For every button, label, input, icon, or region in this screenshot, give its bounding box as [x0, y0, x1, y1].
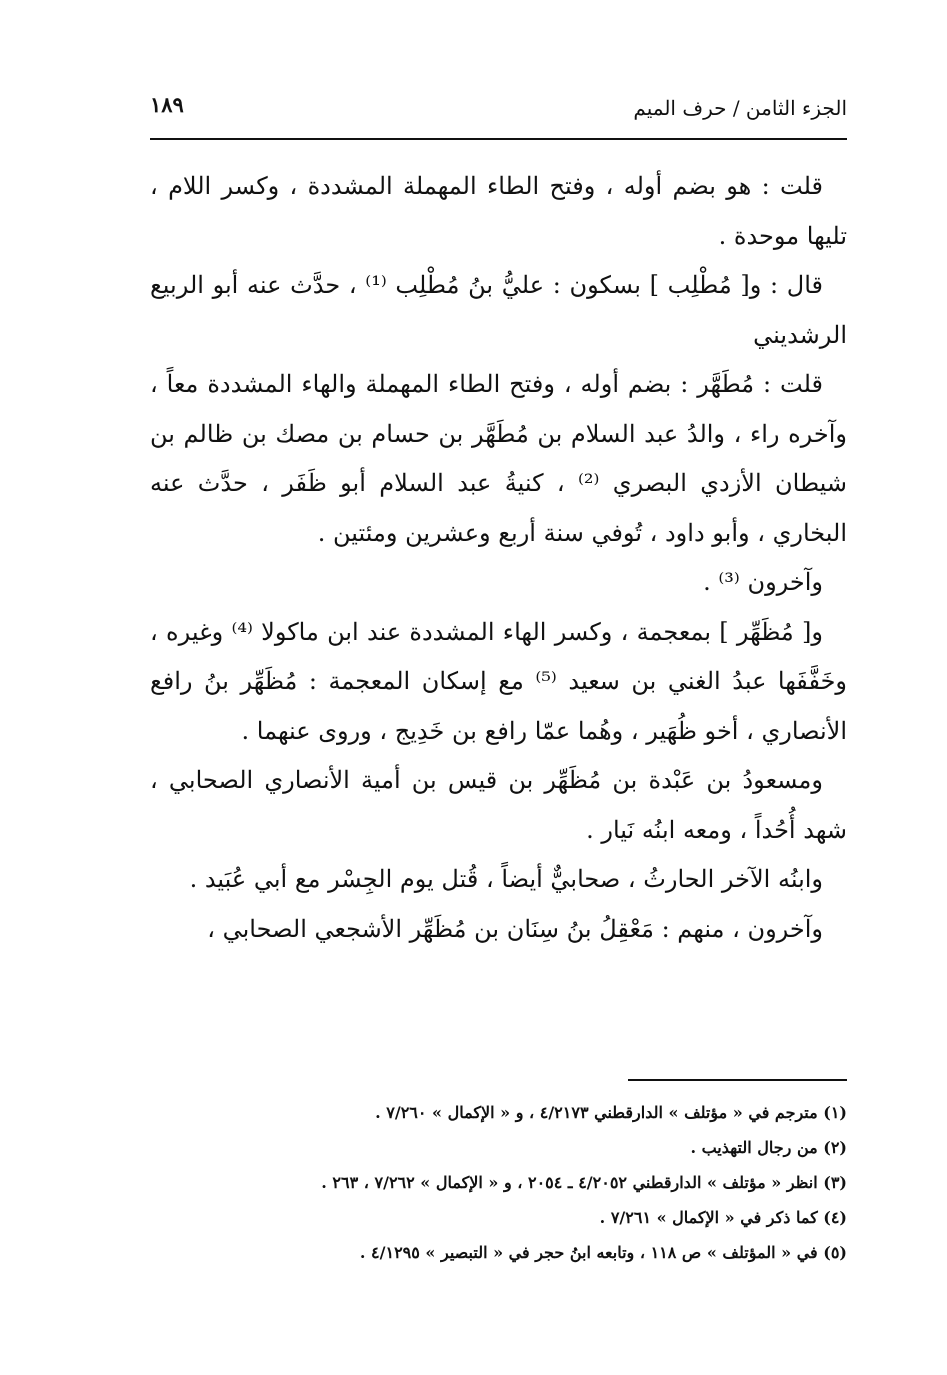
main-text — [150, 162, 847, 954]
header-title: الجزء الثامن / حرف الميم — [633, 96, 847, 120]
paragraph: قلت : هو بضم أوله ، وفتح الطاء المهملة المشددة ، وكسر اللام ، تليها موحدة . — [150, 172, 847, 250]
running-header — [150, 88, 847, 128]
paragraph: قلت : مُطَهَّر : بضم أوله ، وفتح الطاء المهملة والهاء المشددة معاً ، وآخره راء ، والدُ عبد السلام بن مُطَهَّر بن حسام بن مصك بن ظالم بن شيطان الأزدي البصري ⁽²⁾ ، كنيةُ عبد السلام أبو ظَفَر ، حدَّث عنه البخاري ، وأبو داود ، تُوفي سنة أربع وعشرين ومئتين . — [150, 370, 847, 547]
footnote: (٥) في « المؤتلف » ص ١١٨ ، وتابعه ابنُ حجر في « التبصير » ٤/١٢٩٥ . — [359, 1243, 847, 1262]
footnote: (١) مترجم في « مؤتلف » الدارقطني ٤/٢١٧٣ ، و « الإكمال » ٧/٢٦٠ . — [375, 1103, 847, 1122]
footnote: (٢) من رجال التهذيب . — [690, 1138, 847, 1157]
paragraph: ومسعودُ بن عَبْدة بن مُظَهِّر بن قيس بن أمية الأنصاري الصحابي ، شهد أُحُداً ، ومعه ابنُه نَيار . — [150, 766, 847, 844]
paragraph: قال : و[ مُطْلِب ] بسكون : عليُّ بنُ مُطْلِب ⁽¹⁾ ، حدَّث عنه أبو الربيع الرشديني — [150, 271, 847, 349]
header-rule — [150, 138, 847, 140]
footnote: (٤) كما ذكر في « الإكمال » ٧/٢٦١ . — [599, 1208, 847, 1227]
footnote: (٣) انظر « مؤتلف » الدارقطني ٤/٢٠٥٢ ـ ٢٠٥٤ ، و « الإكمال » ٧/٢٦٢ ، ٢٦٣ . — [321, 1173, 847, 1192]
paragraph: وابنُه الآخر الحارثُ ، صحابيٌّ أيضاً ، قُتل يوم الجِسْر مع أبي عُبَيد . — [189, 865, 823, 893]
paragraph: وآخرون ⁽³⁾ . — [703, 568, 823, 596]
footnote-separator — [628, 1079, 847, 1081]
page-number: ١٨٩ — [150, 92, 184, 117]
paragraph: وآخرون ، منهم : مَعْقِلُ بنُ سِنَان بن مُظَهِّر الأشجعي الصحابي ، — [207, 914, 823, 943]
footnotes — [150, 1095, 847, 1270]
paragraph: و[ مُظَهِّر ] بمعجمة ، وكسر الهاء المشددة عند ابن ماكولا ⁽⁴⁾ وغيره ، وخَفَّفَها عبدُ الغني بن سعيد ⁽⁵⁾ مع إسكان المعجمة : مُظَهِّر بنُ رافع الأنصاري ، أخو ظُهَير ، وهُما عمّا رافع بن خَدِيج ، وروى عنهما . — [150, 617, 848, 745]
